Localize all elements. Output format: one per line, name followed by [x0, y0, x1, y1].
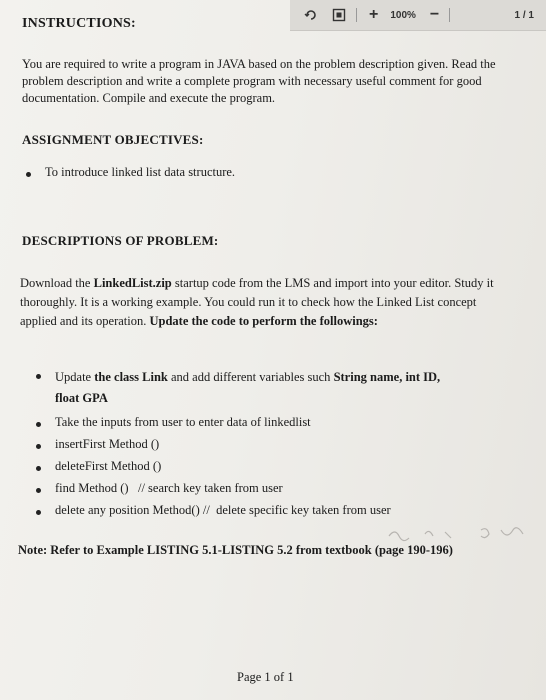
- zoom-out-icon[interactable]: −: [429, 6, 440, 23]
- fit-page-icon[interactable]: [332, 8, 346, 22]
- description-text: Download the: [20, 276, 94, 290]
- instructions-heading: INSTRUCTIONS:: [22, 16, 136, 31]
- task-text-bold: the class: [94, 370, 140, 384]
- task-item: [36, 503, 391, 518]
- task-text-part: Update: [55, 370, 95, 384]
- description-paragraph: [20, 275, 535, 330]
- task-text: find Method () // search key taken from user: [55, 481, 283, 495]
- task-text: [55, 367, 440, 409]
- description-line: thoroughly. It is a working example. You could run it to check how the Linked List concept: [20, 295, 477, 309]
- page-counter: 1 / 1: [514, 9, 534, 21]
- intro-paragraph: [22, 56, 532, 107]
- zip-filename: LinkedList.zip: [93, 276, 172, 290]
- pdf-toolbar: [290, 0, 546, 31]
- description-emphasis: Update the code to perform the followings:: [149, 314, 378, 328]
- bullet-icon: [36, 444, 41, 449]
- task-item: [36, 367, 506, 409]
- task-text: deleteFirst Method (): [55, 459, 162, 473]
- toolbar-divider: [356, 8, 357, 22]
- textbook-note: Note: Refer to Example LISTING 5.1-LISTING 5.2 from textbook (page 190-196): [18, 543, 453, 557]
- description-line: [20, 313, 535, 330]
- description-text: applied and its operation.: [20, 314, 150, 328]
- objective-item: [26, 165, 235, 180]
- objectives-heading: ASSIGNMENT OBJECTIVES:: [22, 132, 204, 147]
- description-text: startup code from the LMS and import into your editor. Study it: [171, 276, 494, 290]
- task-text-bold: float GPA: [55, 391, 108, 405]
- toolbar-divider: [449, 8, 450, 22]
- bullet-icon: [36, 510, 41, 515]
- bullet-icon: [36, 374, 41, 379]
- descriptions-heading: DESCRIPTIONS OF PROBLEM:: [22, 233, 219, 248]
- task-text: Take the inputs from user to enter data of linkedlist: [55, 415, 311, 429]
- task-item: [36, 415, 311, 430]
- bullet-icon: [36, 466, 41, 471]
- intro-line: problem description and write a complete program with necessary useful comment for good: [22, 74, 482, 88]
- zoom-in-icon[interactable]: +: [369, 6, 379, 23]
- task-item: [36, 481, 283, 496]
- bullet-icon: [36, 422, 41, 427]
- intro-line: documentation. Compile and execute the program.: [22, 91, 276, 105]
- page-footer: Page 1 of 1: [237, 670, 294, 684]
- task-item: [36, 459, 161, 474]
- task-text-part: and add different variables such: [167, 370, 334, 384]
- bullet-icon: [36, 488, 41, 493]
- description-line: [20, 275, 535, 292]
- zoom-level[interactable]: 100%: [390, 9, 416, 21]
- intro-line: You are required to write a program in JAVA based on the problem description given. Read the: [22, 57, 496, 71]
- task-text-bold: String name, int ID,: [333, 370, 441, 384]
- task-item: [36, 437, 159, 452]
- objective-text: To introduce linked list data structure.: [45, 165, 236, 179]
- rotate-icon[interactable]: [304, 8, 318, 22]
- bullet-icon: [26, 172, 31, 177]
- task-text: delete any position Method() // delete specific key taken from user: [55, 503, 391, 517]
- task-text: insertFirst Method (): [55, 437, 160, 451]
- task-text-bold: Link: [139, 370, 168, 384]
